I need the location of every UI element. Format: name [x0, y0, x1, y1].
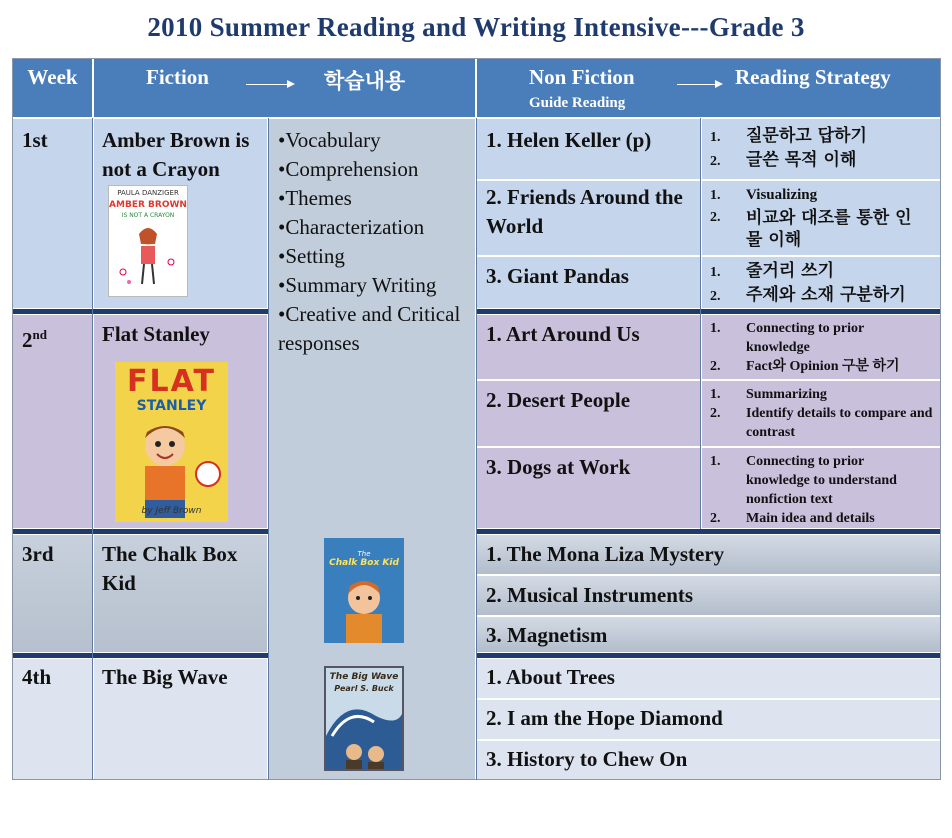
header-week-label: Week	[27, 65, 78, 89]
big-wave-cover	[324, 666, 404, 771]
week4-label-cell	[12, 658, 93, 780]
strategy-item	[710, 260, 940, 284]
strategy-text: Visualizing	[746, 187, 818, 203]
nonfiction-title: 2. Desert People	[486, 388, 631, 412]
learning-item: •Vocabulary	[278, 128, 381, 152]
strategy-item	[710, 207, 938, 251]
chalk-cover-title-prefix: The	[357, 550, 371, 558]
nonfiction-title: 3. History to Chew On	[486, 747, 688, 771]
strategy-item	[710, 125, 938, 149]
w3-nf-row1	[476, 534, 941, 575]
strategy-text: 비교와 대조를 통한 인물 이해	[746, 208, 912, 250]
strategy-item	[710, 319, 938, 357]
header-nonfiction	[476, 58, 941, 118]
amber-cover-subtitle: IS NOT A CRAYON	[121, 212, 175, 219]
w2-strategy-row2	[701, 380, 941, 447]
learning-item: •Characterization	[278, 215, 425, 239]
strategy-number: 1.	[710, 265, 721, 280]
nonfiction-title: 3. Magnetism	[486, 623, 608, 647]
week4-fiction-cell	[93, 658, 268, 780]
strategy-number: 2.	[710, 289, 721, 304]
w2-nf-row3	[476, 447, 701, 529]
strategy-item	[710, 149, 938, 173]
w1-nf-row3	[476, 256, 701, 309]
strategy-number: 1.	[710, 321, 721, 336]
header-week	[12, 58, 93, 118]
strategy-number: 1.	[710, 454, 721, 469]
arrowhead-icon	[287, 80, 295, 88]
chalk-boy-illustration	[324, 570, 404, 643]
nonfiction-title: 2. Musical Instruments	[486, 583, 694, 607]
strategy-number: 1.	[710, 387, 721, 402]
nonfiction-title: 3. Dogs at Work	[486, 455, 631, 479]
w1-strategy-row3	[701, 256, 941, 309]
strategy-text: Fact와 Opinion 구분 하기	[746, 359, 900, 374]
flat-cover-title: FLAT	[127, 364, 216, 399]
strategy-list	[710, 125, 938, 173]
strategy-item	[710, 357, 938, 376]
w1-strategy-row2	[701, 180, 941, 256]
amber-cover-title: AMBER BROWN	[109, 200, 187, 210]
strategy-list	[710, 184, 938, 251]
learning-list	[278, 126, 473, 358]
amber-cover-author: PAULA DANZIGER	[117, 189, 179, 197]
column-divider	[700, 118, 701, 529]
week1-label-cell	[12, 118, 93, 309]
w1-strategy-row1	[701, 118, 941, 180]
strategy-text: Connecting to prior knowledge	[746, 321, 864, 355]
week4-label: 4th	[22, 665, 52, 689]
learning-item: •Creative and Critical responses	[278, 302, 461, 355]
learning-item: •Themes	[278, 186, 352, 210]
strategy-text: Main idea and details	[746, 511, 875, 526]
learning-item: •Setting	[278, 244, 345, 268]
page-title: 2010 Summer Reading and Writing Intensive---Grade 3	[147, 12, 805, 42]
w2-strategy-row3	[701, 447, 941, 529]
nonfiction-title: 2. Friends Around the World	[486, 185, 683, 238]
wave-cover-title: The Big Wave	[329, 672, 399, 682]
big-wave-illustration	[326, 696, 402, 771]
strategy-number: 2.	[710, 154, 721, 169]
w4-nf-row2	[476, 699, 941, 740]
strategy-number: 2.	[710, 359, 721, 374]
strategy-list	[710, 319, 938, 376]
w4-nf-row3	[476, 740, 941, 780]
strategy-number: 1.	[710, 130, 721, 145]
header-strategy-label: Reading Strategy	[735, 65, 891, 89]
strategy-number: 2.	[710, 511, 721, 526]
nonfiction-title: 1. The Mona Liza Mystery	[486, 542, 725, 566]
amber-girl-illustration	[109, 222, 187, 292]
strategy-text: 글쓴 목적 이해	[746, 150, 857, 170]
arrowhead-icon	[715, 80, 723, 88]
flat-cover-subtitle: STANLEY	[136, 398, 207, 414]
w3-nf-row3	[476, 616, 941, 653]
w1-nf-row2	[476, 180, 701, 256]
wave-cover-author: Pearl S. Buck	[334, 684, 394, 693]
nonfiction-title: 1. About Trees	[486, 665, 615, 689]
w2-nf-row2	[476, 380, 701, 447]
chalk-cover-title: Chalk Box Kid	[329, 558, 399, 568]
strategy-list	[710, 260, 940, 308]
strategy-list	[710, 385, 938, 442]
week3-label-cell	[12, 534, 93, 653]
week2-book-title: Flat Stanley	[102, 322, 210, 346]
arrow-icon	[246, 84, 290, 85]
week4-book-title: The Big Wave	[102, 665, 228, 689]
strategy-item	[710, 184, 938, 207]
w1-nf-row1	[476, 118, 701, 180]
week2-suffix: nd	[32, 327, 47, 342]
w3-nf-row2	[476, 575, 941, 616]
week1-book-title: Amber Brown is not a Crayon	[102, 128, 250, 181]
week3-label: 3rd	[22, 542, 54, 566]
header-nonfiction-label: Non Fiction	[529, 65, 635, 89]
column-divider	[268, 118, 269, 780]
amber-brown-cover	[108, 185, 188, 297]
strategy-item	[710, 404, 938, 442]
chalk-box-kid-cover	[324, 538, 404, 643]
flat-cover-author: by Jeff Brown	[141, 506, 202, 516]
week3-fiction-cell	[93, 534, 268, 653]
strategy-number: 1.	[710, 188, 721, 203]
strategy-text: Summarizing	[746, 387, 827, 402]
strategy-item	[710, 452, 938, 509]
week1-label: 1st	[22, 128, 48, 152]
learning-item: •Summary Writing	[278, 273, 437, 297]
nonfiction-title: 1. Art Around Us	[486, 322, 640, 346]
header-fiction-label: Fiction	[146, 65, 209, 89]
flat-stanley-cover	[115, 362, 228, 522]
strategy-number: 2.	[710, 210, 721, 225]
column-divider	[92, 118, 93, 780]
arrow-icon	[677, 84, 719, 85]
strategy-text: 줄거리 쓰기	[746, 261, 835, 281]
header-learning-label: 학습내용	[324, 69, 406, 93]
nonfiction-title: 3. Giant Pandas	[486, 264, 629, 288]
week3-book-title: The Chalk Box Kid	[102, 542, 238, 595]
strategy-list	[710, 452, 938, 528]
strategy-number: 2.	[710, 406, 721, 421]
strategy-text: 주제와 소재 구분하기	[746, 285, 906, 305]
strategy-item	[710, 385, 938, 404]
w4-nf-row1	[476, 658, 941, 699]
strategy-text: Connecting to prior knowledge to understand nonfiction text	[746, 454, 897, 507]
header-guide-reading-label: Guide Reading	[529, 95, 626, 111]
w2-nf-row1	[476, 314, 701, 380]
header-fiction	[93, 58, 476, 118]
w2-strategy-row1	[701, 314, 941, 380]
strategy-item	[710, 509, 938, 528]
strategy-text: 질문하고 답하기	[746, 126, 867, 146]
nonfiction-title: 2. I am the Hope Diamond	[486, 706, 723, 730]
week2-number: 2	[22, 328, 33, 352]
week2-label	[22, 320, 47, 355]
strategy-text: Identify details to compare and contrast	[746, 406, 933, 440]
strategy-item	[710, 284, 940, 308]
week2-label-cell	[12, 314, 93, 529]
nonfiction-title: 1. Helen Keller (p)	[486, 128, 652, 152]
learning-item: •Comprehension	[278, 157, 419, 181]
column-divider	[476, 118, 477, 780]
